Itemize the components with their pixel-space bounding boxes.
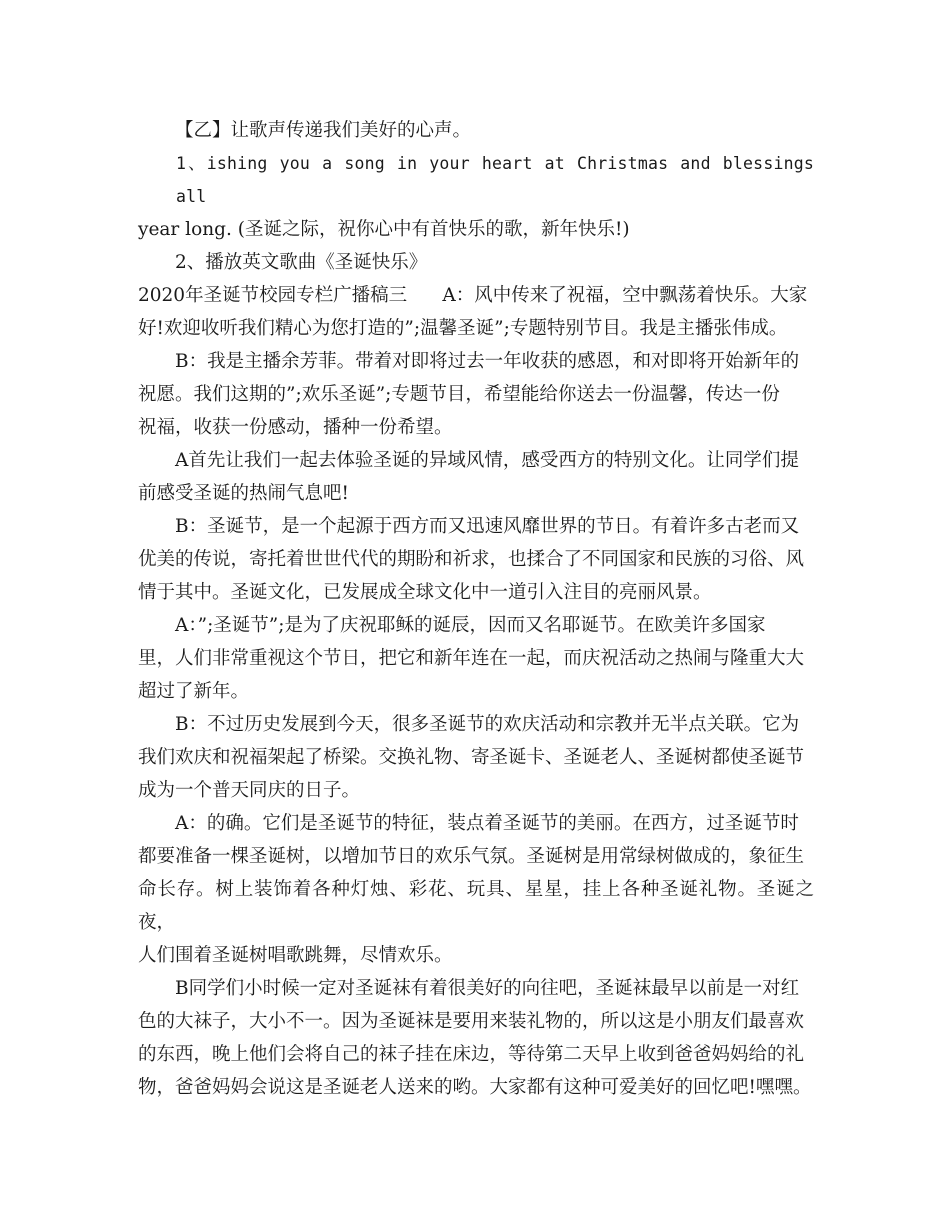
text-line: 命长存。树上装饰着各种灯烛、彩花、玩具、星星，挂上各种圣诞礼物。圣诞之夜， [138,879,814,933]
text-line: 好!欢迎收听我们精心为您打造的”;温馨圣诞”;专题特别节目。我是主播张伟成。 [138,318,788,339]
paragraph-host-a-tree [138,807,814,972]
paragraph-host-a-meaning [138,609,814,708]
text-line: A：”;圣诞节”;是为了庆祝耶稣的诞辰，因而又名耶诞节。在欧美许多国家 [175,615,766,636]
text-line: 2、播放英文歌曲《圣诞快乐》 [175,252,428,273]
paragraph-play-song [138,246,814,279]
text-line: B：不过历史发展到今天，很多圣诞节的欢庆活动和宗教并无半点关联。它为 [175,714,800,735]
text-line: 前感受圣诞的热闹气息吧! [138,483,349,504]
text-line: 1、ishing you a song in your heart at Christmas and blessings all [176,154,814,206]
text-line: year long. (圣诞之际，祝你心中有首快乐的歌，新年快乐!) [138,219,630,240]
paragraph-host-b-intro [138,345,814,444]
text-line: 色的大袜子，大小不一。因为圣诞袜是要用来装礼物的，所以这是小朋友们最喜欢 [138,1011,805,1032]
text-line: 2020年圣诞节校园专栏广播稿三 A：风中传来了祝福，空中飘荡着快乐。大家 [138,285,808,306]
document-body [138,114,814,1104]
text-line: 的东西，晚上他们会将自己的袜子挂在床边，等待第二天早上收到爸爸妈妈给的礼 [138,1044,805,1065]
paragraph-host-b-stocking [138,972,814,1104]
text-line: B同学们小时候一定对圣诞袜有着很美好的向往吧，圣诞袜最早以前是一对红 [175,978,800,999]
text-line: A：的确。它们是圣诞节的特征，装点着圣诞节的美丽。在西方，过圣诞节时 [175,813,799,834]
paragraph-host-b-history [138,708,814,807]
text-line: 祝福，收获一份感动，播种一份希望。 [138,417,453,438]
text-line: 人们围着圣诞树唱歌跳舞，尽情欢乐。 [138,945,453,966]
paragraph-heading-yi [138,114,814,147]
text-line: A首先让我们一起去体验圣诞的异域风情，感受西方的特别文化。让同学们提 [175,450,799,471]
text-line: 优美的传说，寄托着世世代代的期盼和祈求，也揉合了不同国家和民族的习俗、风 [138,549,805,570]
text-line: 超过了新年。 [138,681,250,702]
text-line: 我们欢庆和祝福架起了桥梁。交换礼物、寄圣诞卡、圣诞老人、圣诞树都使圣诞节 [138,747,805,768]
text-line: 成为一个普天同庆的日子。 [138,780,361,801]
text-line: 物，爸爸妈妈会说这是圣诞老人送来的哟。大家都有这种可爱美好的回忆吧!嘿嘿。 [138,1077,812,1098]
paragraph-host-a-culture [138,444,814,510]
text-line: B：圣诞节，是一个起源于西方而又迅速风靡世界的节日。有着许多古老而又 [175,516,800,537]
paragraph-english-greeting [138,147,814,246]
text-line: 【乙】让歌声传递我们美好的心声。 [175,120,472,141]
text-line: 里，人们非常重视这个节日，把它和新年连在一起，而庆祝活动之热闹与隆重大大 [138,648,805,669]
text-line: 都要准备一棵圣诞树，以增加节日的欢乐气氛。圣诞树是用常绿树做成的，象征生 [138,846,805,867]
paragraph-host-b-origin [138,510,814,609]
text-line: 情于其中。圣诞文化，已发展成全球文化中一道引入注目的亮丽风景。 [138,582,712,603]
text-line: B：我是主播余芳菲。带着对即将过去一年收获的感恩，和对即将开始新年的 [175,351,800,372]
paragraph-broadcast-title [138,279,814,345]
text-line: 祝愿。我们这期的”;欢乐圣诞”;专题节目，希望能给你送去一份温馨，传达一份 [138,384,780,405]
